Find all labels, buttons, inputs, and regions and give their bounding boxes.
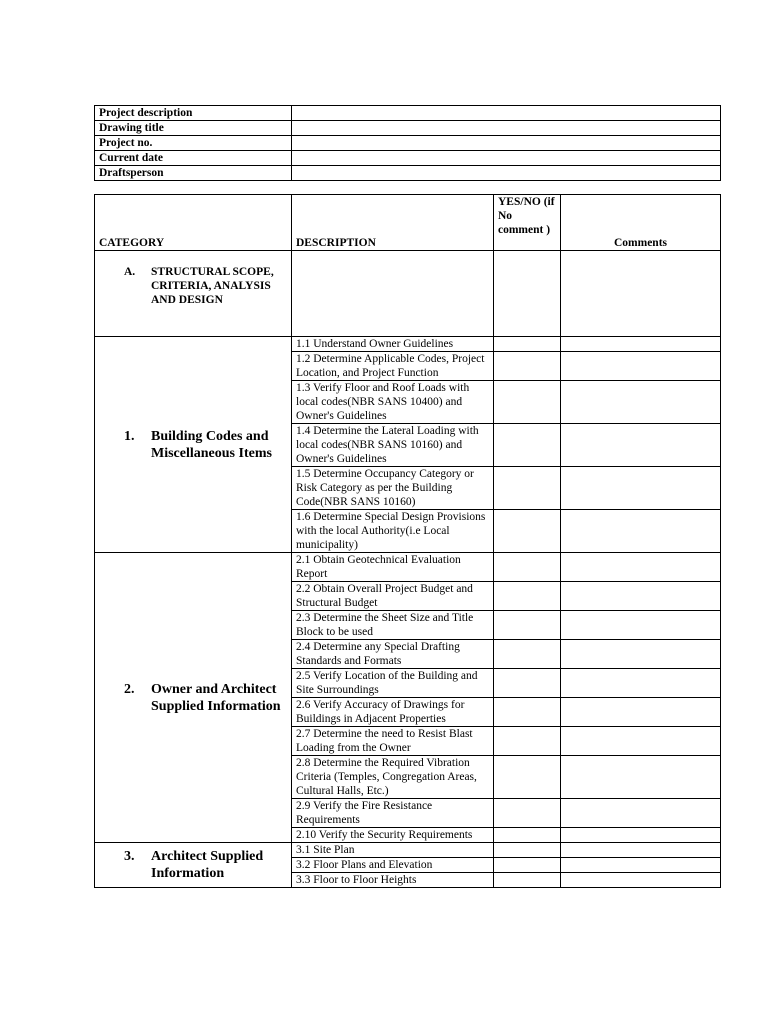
item-yes-no-cell[interactable] bbox=[494, 858, 561, 873]
item-comments-cell[interactable] bbox=[561, 727, 721, 756]
section-a-row bbox=[95, 251, 721, 337]
item-comments-cell[interactable] bbox=[561, 424, 721, 467]
item-comments-cell[interactable] bbox=[561, 799, 721, 828]
item-comments-cell[interactable] bbox=[561, 669, 721, 698]
comments-header: Comments bbox=[561, 195, 721, 251]
category-cell bbox=[95, 843, 292, 888]
category-cell bbox=[95, 553, 292, 843]
project-info-label: Project no. bbox=[95, 136, 292, 151]
category-label bbox=[99, 428, 287, 462]
item-comments-cell[interactable] bbox=[561, 510, 721, 553]
item-yes-no-cell[interactable] bbox=[494, 611, 561, 640]
project-info-value[interactable] bbox=[292, 151, 721, 166]
item-description: 2.1 Obtain Geotechnical Evaluation Report bbox=[292, 553, 494, 582]
item-description: 2.8 Determine the Required Vibration Criteria (Temples, Congregation Areas, Cultural Halls, Etc.) bbox=[292, 756, 494, 799]
item-yes-no-cell[interactable] bbox=[494, 727, 561, 756]
section-a-title: STRUCTURAL SCOPE, CRITERIA, ANALYSIS AND DESIGN bbox=[151, 266, 274, 306]
project-info-row bbox=[95, 166, 721, 181]
project-info-row bbox=[95, 136, 721, 151]
item-description: 2.9 Verify the Fire Resistance Requirements bbox=[292, 799, 494, 828]
item-comments-cell[interactable] bbox=[561, 467, 721, 510]
item-description: 1.3 Verify Floor and Roof Loads with local codes(NBR SANS 10400) and Owner's Guidelines bbox=[292, 381, 494, 424]
item-description: 2.6 Verify Accuracy of Drawings for Buildings in Adjacent Properties bbox=[292, 698, 494, 727]
category-number: 2. bbox=[124, 681, 135, 697]
item-description: 2.2 Obtain Overall Project Budget and Structural Budget bbox=[292, 582, 494, 611]
item-description: 3.1 Site Plan bbox=[292, 843, 494, 858]
item-comments-cell[interactable] bbox=[561, 553, 721, 582]
category-number: 1. bbox=[124, 428, 135, 444]
item-yes-no-cell[interactable] bbox=[494, 352, 561, 381]
project-info-label: Current date bbox=[95, 151, 292, 166]
item-yes-no-cell[interactable] bbox=[494, 381, 561, 424]
project-info-value[interactable] bbox=[292, 136, 721, 151]
category-title: Building Codes and Miscellaneous Items bbox=[151, 428, 272, 461]
project-info-table bbox=[94, 105, 721, 181]
item-yes-no-cell[interactable] bbox=[494, 467, 561, 510]
item-comments-cell[interactable] bbox=[561, 640, 721, 669]
item-comments-cell[interactable] bbox=[561, 756, 721, 799]
project-info-value[interactable] bbox=[292, 121, 721, 136]
checklist-item-row bbox=[95, 337, 721, 352]
project-info-label: Draftsperson bbox=[95, 166, 292, 181]
project-info-value[interactable] bbox=[292, 106, 721, 121]
category-label bbox=[99, 848, 287, 882]
project-info-label: Project description bbox=[95, 106, 292, 121]
item-yes-no-cell[interactable] bbox=[494, 873, 561, 888]
item-description: 3.2 Floor Plans and Elevation bbox=[292, 858, 494, 873]
checklist-table bbox=[94, 194, 721, 888]
item-description: 1.2 Determine Applicable Codes, Project Location, and Project Function bbox=[292, 352, 494, 381]
item-yes-no-cell[interactable] bbox=[494, 843, 561, 858]
item-description: 2.5 Verify Location of the Building and Site Surroundings bbox=[292, 669, 494, 698]
item-yes-no-cell[interactable] bbox=[494, 582, 561, 611]
section-a-description-cell bbox=[292, 251, 494, 337]
checklist-item-row bbox=[95, 553, 721, 582]
item-yes-no-cell[interactable] bbox=[494, 828, 561, 843]
section-a-number: A. bbox=[124, 266, 136, 278]
item-comments-cell[interactable] bbox=[561, 858, 721, 873]
section-a-yes-no-cell[interactable] bbox=[494, 251, 561, 337]
category-cell bbox=[95, 337, 292, 553]
column-header-row bbox=[95, 195, 721, 251]
item-description: 2.7 Determine the need to Resist Blast Loading from the Owner bbox=[292, 727, 494, 756]
project-info-label: Drawing title bbox=[95, 121, 292, 136]
item-comments-cell[interactable] bbox=[561, 873, 721, 888]
item-description: 2.10 Verify the Security Requirements bbox=[292, 828, 494, 843]
category-title: Owner and Architect Supplied Information bbox=[151, 681, 281, 714]
item-comments-cell[interactable] bbox=[561, 698, 721, 727]
item-yes-no-cell[interactable] bbox=[494, 698, 561, 727]
yes-no-header: YES/NO (if No comment ) bbox=[494, 195, 561, 251]
item-yes-no-cell[interactable] bbox=[494, 424, 561, 467]
item-comments-cell[interactable] bbox=[561, 582, 721, 611]
project-info-row bbox=[95, 121, 721, 136]
item-yes-no-cell[interactable] bbox=[494, 640, 561, 669]
category-header: CATEGORY bbox=[95, 195, 292, 251]
project-info-value[interactable] bbox=[292, 166, 721, 181]
item-comments-cell[interactable] bbox=[561, 843, 721, 858]
item-yes-no-cell[interactable] bbox=[494, 669, 561, 698]
item-yes-no-cell[interactable] bbox=[494, 510, 561, 553]
category-title: Architect Supplied Information bbox=[151, 849, 264, 881]
category-number: 3. bbox=[124, 849, 135, 864]
item-yes-no-cell[interactable] bbox=[494, 553, 561, 582]
item-description: 1.5 Determine Occupancy Category or Risk Category as per the Building Code(NBR SANS 10160) bbox=[292, 467, 494, 510]
item-description: 3.3 Floor to Floor Heights bbox=[292, 873, 494, 888]
checklist-item-row bbox=[95, 843, 721, 858]
category-label bbox=[99, 681, 287, 715]
item-comments-cell[interactable] bbox=[561, 381, 721, 424]
item-comments-cell[interactable] bbox=[561, 337, 721, 352]
item-comments-cell[interactable] bbox=[561, 352, 721, 381]
item-comments-cell[interactable] bbox=[561, 828, 721, 843]
item-description: 1.6 Determine Special Design Provisions with the local Authority(i.e Local municipality) bbox=[292, 510, 494, 553]
section-a-label bbox=[99, 251, 287, 307]
item-yes-no-cell[interactable] bbox=[494, 756, 561, 799]
item-yes-no-cell[interactable] bbox=[494, 337, 561, 352]
project-info-row bbox=[95, 151, 721, 166]
item-yes-no-cell[interactable] bbox=[494, 799, 561, 828]
item-comments-cell[interactable] bbox=[561, 611, 721, 640]
item-description: 2.3 Determine the Sheet Size and Title Block to be used bbox=[292, 611, 494, 640]
item-description: 1.1 Understand Owner Guidelines bbox=[292, 337, 494, 352]
section-a-comments-cell[interactable] bbox=[561, 251, 721, 337]
item-description: 2.4 Determine any Special Drafting Standards and Formats bbox=[292, 640, 494, 669]
description-header: DESCRIPTION bbox=[292, 195, 494, 251]
project-info-row bbox=[95, 106, 721, 121]
item-description: 1.4 Determine the Lateral Loading with local codes(NBR SANS 10160) and Owner's Guidelines bbox=[292, 424, 494, 467]
